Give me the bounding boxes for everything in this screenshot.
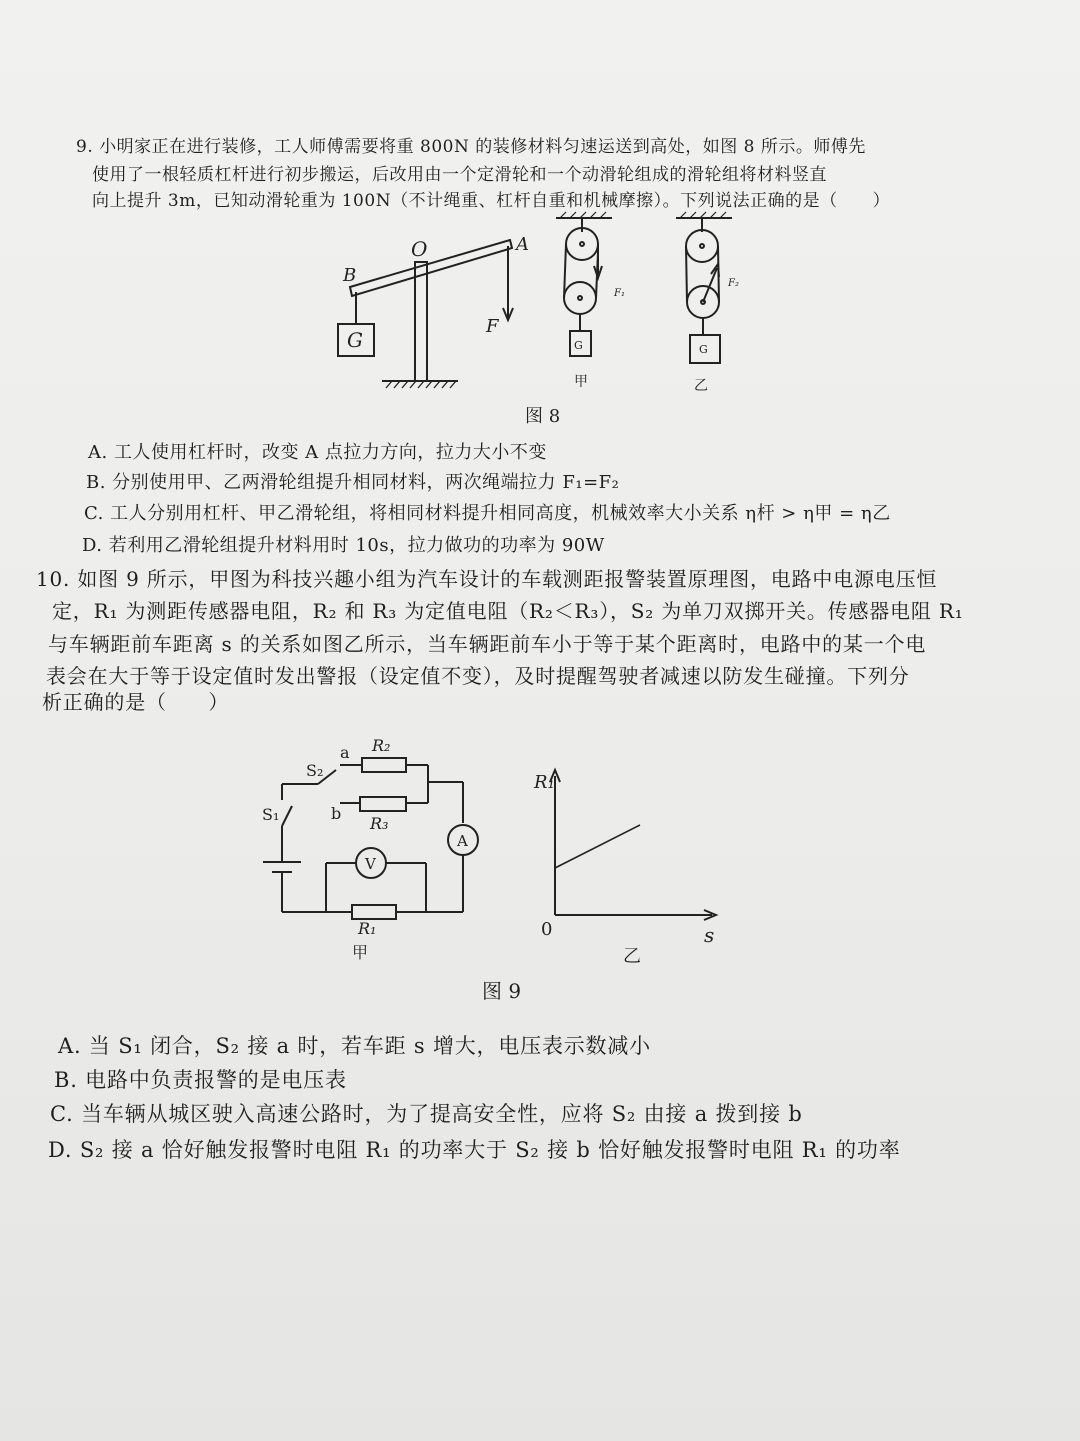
- graph-r1-line: [555, 825, 640, 868]
- label-s1: S₁: [262, 805, 280, 824]
- figure-8-caption: 图 8: [525, 406, 561, 427]
- label-b-contact: b: [331, 804, 342, 823]
- label-o: O: [411, 237, 428, 261]
- q10-line-3: 与车辆距前车距离 s 的关系如图乙所示，当车辆距前车小于等于某个距离时，电路中的某一个电: [48, 632, 927, 656]
- q10-line-2: 定，R₁ 为测距传感器电阻，R₂ 和 R₃ 为定值电阻（R₂＜R₃），S₂ 为单刀双掷开关。传感器电阻 R₁: [52, 599, 964, 623]
- q10-line-5: 析正确的是（ ）: [42, 690, 230, 714]
- q10-option-d: D. S₂ 接 a 恰好触发报警时电阻 R₁ 的功率大于 S₂ 接 b 恰好触发报警时电阻 R₁ 的功率: [48, 1138, 901, 1162]
- label-g-jia: G: [574, 339, 583, 352]
- q10-option-a: A. 当 S₁ 闭合，S₂ 接 a 时，若车距 s 增大，电压表示数减小: [58, 1034, 651, 1058]
- label-yi-graph: 乙: [623, 946, 641, 967]
- label-f1: F₁: [614, 288, 625, 299]
- label-g-lever: G: [347, 328, 363, 352]
- label-g-yi: G: [699, 343, 708, 356]
- figure-9-caption: 图 9: [482, 979, 522, 1003]
- label-f2: F₂: [728, 278, 739, 289]
- graph-y-label: R₁: [534, 772, 555, 793]
- label-a-contact: a: [340, 743, 350, 762]
- label-yi-pulley: 乙: [694, 378, 708, 394]
- resistor-r3: [360, 797, 406, 811]
- label-b: B: [343, 265, 357, 286]
- q9-option-d: D. 若利用乙滑轮组提升材料用时 10s，拉力做功的功率为 90W: [82, 535, 605, 556]
- label-s2: S₂: [306, 761, 324, 780]
- label-r1: R₁: [358, 919, 377, 938]
- q9-option-a: A. 工人使用杠杆时，改变 A 点拉力方向，拉力大小不变: [88, 442, 547, 463]
- label-a: A: [516, 234, 529, 255]
- label-jia-pulley: 甲: [574, 374, 588, 390]
- switch-s1-blade: [282, 806, 292, 826]
- label-jia-circuit: 甲: [352, 943, 369, 962]
- q9-line-1: 9. 小明家正在进行装修，工人师傅需要将重 800N 的装修材料匀速运送到高处，如图 8 所示。师傅先: [76, 137, 866, 157]
- label-f: F: [486, 316, 499, 337]
- graph-origin-label: 0: [541, 919, 553, 940]
- q9-line-3: 向上提升 3m，已知动滑轮重为 100N（不计绳重、杠杆自重和机械摩擦）。下列说法正确的是（ ）: [92, 191, 891, 211]
- label-ammeter: A: [457, 832, 468, 850]
- label-r2: R₂: [372, 736, 391, 755]
- q10-option-b: B. 电路中负责报警的是电压表: [54, 1068, 347, 1092]
- q10-line-1: 10. 如图 9 所示，甲图为科技兴趣小组为汽车设计的车载测距报警装置原理图，电路中电源电压恒: [36, 567, 938, 591]
- graph-x-label: s: [704, 923, 715, 947]
- label-v: V: [365, 855, 376, 873]
- q10-option-c: C. 当车辆从城区驶入高速公路时，为了提高安全性，应将 S₂ 由接 a 拨到接 b: [50, 1102, 803, 1126]
- q9-option-c: C. 工人分别用杠杆、甲乙滑轮组，将相同材料提升相同高度，机械效率大小关系 η杆 > η甲 = η乙: [84, 503, 891, 524]
- q10-line-4: 表会在大于等于设定值时发出警报（设定值不变），及时提醒驾驶者减速以防发生碰撞。下列分: [46, 664, 910, 688]
- q9-line-2: 使用了一根轻质杠杆进行初步搬运，后改用由一个定滑轮和一个动滑轮组成的滑轮组将材料竖直: [92, 165, 827, 185]
- resistor-r2: [362, 758, 406, 772]
- q9-option-b: B. 分别使用甲、乙两滑轮组提升相同材料，两次绳端拉力 F₁=F₂: [86, 472, 620, 493]
- label-r3: R₃: [370, 814, 389, 833]
- resistor-r1: [352, 905, 396, 919]
